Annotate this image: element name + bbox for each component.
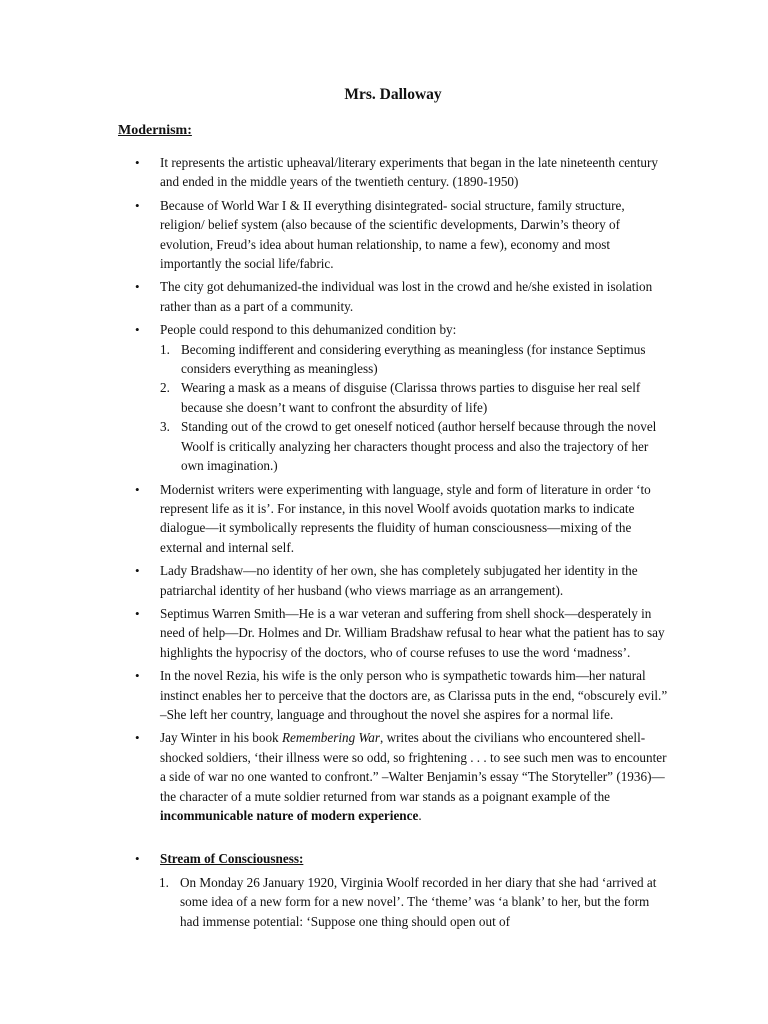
bullet-item: • In the novel Rezia, his wife is the only person who is sympathetic towards him—her natural instinct enables her to perceive that the doctors are, as Clarissa puts in the end, “obscurely evil.” –She left her country, language and throughout the novel she aspires for a normal life. bbox=[118, 666, 668, 724]
item-text: Standing out of the crowd to get oneself noticed (author herself because through the novel Woolf is critically analyzing her characters thought process and also the trajectory of her own imagination.) bbox=[181, 419, 657, 474]
item-number: 1. bbox=[160, 341, 170, 357]
stream-bullet-list bbox=[118, 849, 668, 868]
page-title: Mrs. Dalloway bbox=[344, 86, 442, 103]
item-number: 3. bbox=[160, 419, 170, 435]
bullet-item: • Lady Bradshaw—no identity of her own, she has completely subjugated her identity in the patriarchal identity of her husband (who views marriage as an arrangement). bbox=[118, 561, 668, 600]
bullet-item: • The city got dehumanized-the individual was lost in the crowd and he/she existed in isolation rather than as a part of a community. bbox=[118, 277, 668, 316]
bullet-item: • Because of World War I & II everything disintegrated- social structure, family structure, religion/ belief system (also because of the scientific developments, Darwin’s theory of evolution, Freud’s idea about human relationship, to name a few), economy and most importantly the social life/fabric. bbox=[118, 196, 668, 274]
stream-heading: Stream of Consciousness: bbox=[160, 851, 304, 867]
modernism-heading: Modernism: bbox=[118, 123, 192, 138]
modernism-bullet-list bbox=[118, 153, 668, 825]
bullet-item: • Modernist writers were experimenting with language, style and form of literature in order ‘to represent life as it is’. For instance, in this novel Woolf avoids quotation marks to indicate dialogue—it symbolically represents the fluidity of human consciousness—mixing of the external and internal self. bbox=[118, 480, 668, 558]
emphasis-text: incommunicable nature of modern experience bbox=[160, 808, 419, 823]
bullet-item bbox=[118, 849, 668, 868]
item-number: 2. bbox=[160, 380, 170, 396]
stream-item bbox=[118, 873, 668, 931]
winter-text-start: Jay Winter in his book bbox=[160, 730, 282, 746]
section-gap bbox=[118, 829, 668, 849]
response-list bbox=[160, 340, 668, 476]
bullet-item-winter bbox=[118, 728, 668, 825]
bullet-item bbox=[118, 320, 668, 475]
response-item bbox=[160, 417, 668, 475]
item-text: Wearing a mask as a means of disguise (Clarissa throws parties to disguise her real self because she doesn’t want to confront the absurdity of life) bbox=[181, 380, 641, 415]
response-item bbox=[160, 378, 668, 417]
response-item bbox=[160, 340, 668, 379]
winter-text-end: . bbox=[418, 808, 422, 823]
bullet-item: • Septimus Warren Smith—He is a war veteran and suffering from shell shock—desperately in need of help—Dr. Holmes and Dr. William Bradshaw refusal to hear what the patient has to say highlights the hypocrisy of the doctors, who of course refuses to use the word ‘madness’. bbox=[118, 604, 668, 662]
item-text: Becoming indifferent and considering everything as meaningless (for instance Septimus considers everything as meaningless) bbox=[181, 341, 646, 377]
item-number: 1. bbox=[159, 874, 169, 890]
bullet-text: • People could respond to this dehumanized condition by: bbox=[160, 322, 457, 338]
winter-text-body: , writes about the civilians who encountered shell-shocked soldiers, ‘their illness were so odd, so frightening . . . to see such men was to encounter a side of war no one wanted to confront.” –Walter Benjamin’s essay “The Storyteller” (1936)—the character of a mute soldier returned from war stands as a poignant example of the bbox=[160, 730, 667, 804]
item-text: On Monday 26 January 1920, Virginia Woolf recorded in her diary that she had ‘arrived at some idea of a new form for a new novel’. The ‘theme’ was ‘a blank’ to her, but the form had immense potential: ‘Suppose one thing should open out of bbox=[180, 874, 657, 929]
stream-list bbox=[118, 873, 668, 931]
book-title: Remembering War bbox=[281, 730, 380, 746]
bullet-item: • It represents the artistic upheaval/literary experiments that began in the late nineteenth century and ended in the middle years of the twentieth century. (1890-1950) bbox=[118, 153, 668, 192]
